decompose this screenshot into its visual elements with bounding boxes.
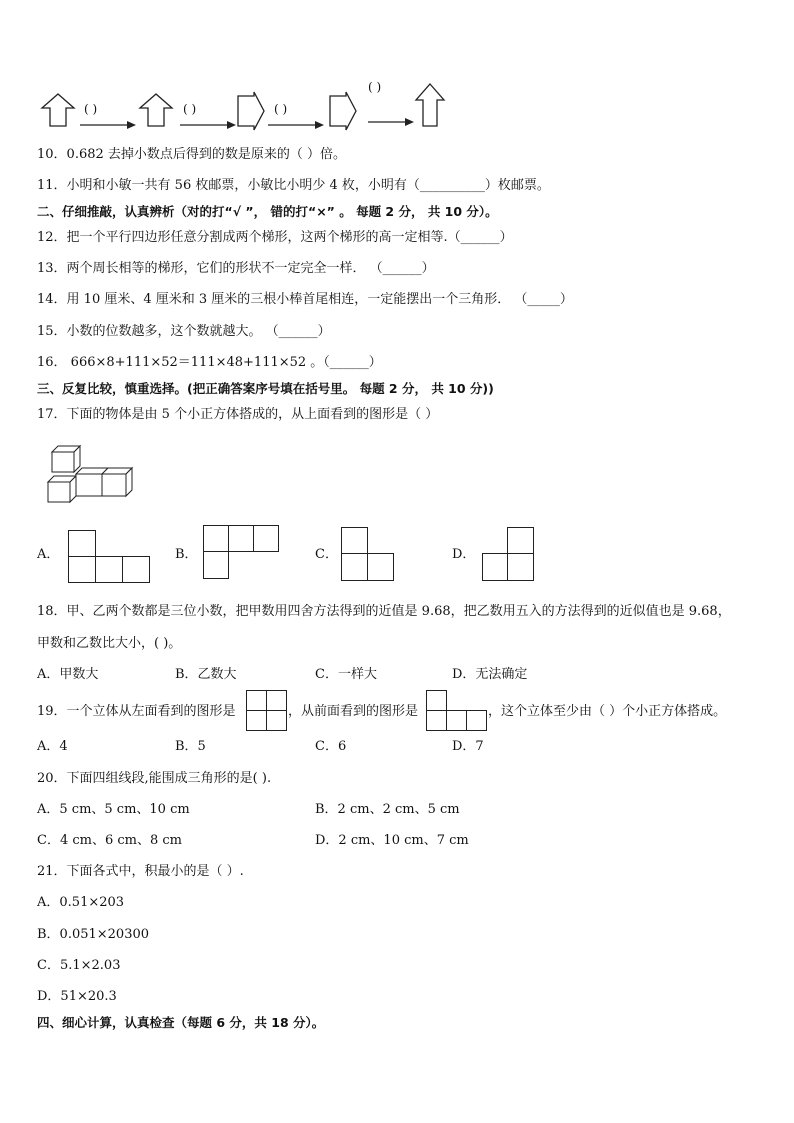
- right-arrow-icon: [180, 120, 236, 130]
- option-c-label: C．: [315, 547, 338, 562]
- block-right-arrow-icon: [236, 92, 266, 130]
- q18-option-d[interactable]: D．无法确定: [452, 667, 528, 682]
- question-18-line-2: 甲数和乙数比大小，( )。: [37, 636, 182, 651]
- blank: ( ): [84, 102, 98, 116]
- up-arrow-icon: [40, 92, 76, 128]
- blank: ( ): [368, 80, 382, 94]
- q19-option-b[interactable]: B．5: [175, 739, 206, 754]
- option-a-figure[interactable]: [68, 530, 152, 584]
- q20-option-b[interactable]: B．2 cm、2 cm、5 cm: [315, 802, 460, 817]
- q18-option-c[interactable]: C．一样大: [315, 667, 377, 682]
- up-arrow-icon: [414, 82, 446, 128]
- q21-option-a[interactable]: A．0.51×203: [37, 895, 125, 910]
- q21-option-b[interactable]: B．0.051×20300: [37, 927, 150, 942]
- question-11: 11．小明和小敏一共有 56 枚邮票，小敏比小明少 4 枚，小明有（__________）枚邮票。: [37, 178, 550, 193]
- block-right-arrow-icon: [328, 92, 358, 130]
- section-4-heading: 四、细心计算，认真检查（每题 6 分，共 18 分）。: [37, 1015, 325, 1030]
- q20-option-c[interactable]: C．4 cm、6 cm、8 cm: [37, 833, 182, 848]
- q21-option-d[interactable]: D．51×20.3: [37, 989, 117, 1004]
- question-17: 17．下面的物体是由 5 个小正方体搭成的，从上面看到的图形是（ ）: [37, 407, 439, 422]
- question-19-part-2: ，从前面看到的图形是: [288, 704, 419, 719]
- q18-option-b[interactable]: B．乙数大: [175, 667, 237, 682]
- question-18-line-1: 18．甲、乙两个数都是三位小数，把甲数用四舍方法得到的近值是 9.68，把乙数用五入的方法得到的近似值也是 9.68，: [37, 604, 731, 619]
- front-view-figure: [426, 690, 488, 732]
- right-arrow-icon: [268, 120, 324, 130]
- q21-option-c[interactable]: C．5.1×2.03: [37, 958, 121, 973]
- question-20: 20．下面四组线段,能围成三角形的是( ).: [37, 771, 272, 786]
- section-2-heading: 二、仔细推敲，认真辨析（对的打“√ ”， 错的打“×” 。 每题 2 分， 共 10 分）。: [37, 204, 498, 219]
- q19-option-d[interactable]: D．7: [452, 739, 484, 754]
- option-b-label: B．: [175, 547, 198, 562]
- q20-option-a[interactable]: A．5 cm、5 cm、10 cm: [37, 802, 190, 817]
- q19-option-a[interactable]: A．4: [37, 739, 68, 754]
- q18-option-a[interactable]: A．甲数大: [37, 667, 99, 682]
- blank: ( ): [183, 102, 197, 116]
- option-a-label: A．: [37, 547, 60, 562]
- question-21: 21．下面各式中，积最小的是（ ）.: [37, 864, 244, 879]
- question-14: 14．用 10 厘米、4 厘米和 3 厘米的三根小棒首尾相连，一定能摆出一个三角形． （_____）: [37, 292, 573, 307]
- option-d-label: D．: [452, 547, 476, 562]
- option-c-figure[interactable]: [341, 527, 397, 583]
- question-10: 10．0.682 去掉小数点后得到的数是原来的（ ）倍。: [37, 147, 347, 162]
- question-19-part-1: 19．一个立体从左面看到的图形是: [37, 704, 236, 719]
- option-b-figure[interactable]: [203, 525, 281, 581]
- question-19-part-3: ，这个立体至少由（ ）个小正方体搭成。: [488, 704, 727, 719]
- question-12: 12．把一个平行四边形任意分割成两个梯形，这两个梯形的高一定相等.（______）: [37, 230, 513, 245]
- question-15: 15．小数的位数越多，这个数就越大。 （______）: [37, 324, 331, 339]
- cube-stack-figure: [46, 444, 136, 506]
- right-arrow-icon: [80, 120, 136, 130]
- question-16: 16． 666×8+111×52＝111×48+111×52 。（______）: [37, 355, 382, 370]
- section-3-heading: 三、反复比较，慎重选择。(把正确答案序号填在括号里。 每题 2 分， 共 10 分)): [37, 381, 494, 396]
- q20-option-d[interactable]: D．2 cm、10 cm、7 cm: [315, 833, 469, 848]
- left-view-figure: [246, 690, 288, 732]
- blank: ( ): [274, 102, 288, 116]
- up-arrow-icon: [138, 92, 174, 128]
- option-d-figure[interactable]: [482, 527, 538, 583]
- right-arrow-icon: [368, 117, 414, 127]
- q19-option-c[interactable]: C．6: [315, 739, 347, 754]
- question-13: 13．两个周长相等的梯形，它们的形状不一定完全一样． （______）: [37, 261, 435, 276]
